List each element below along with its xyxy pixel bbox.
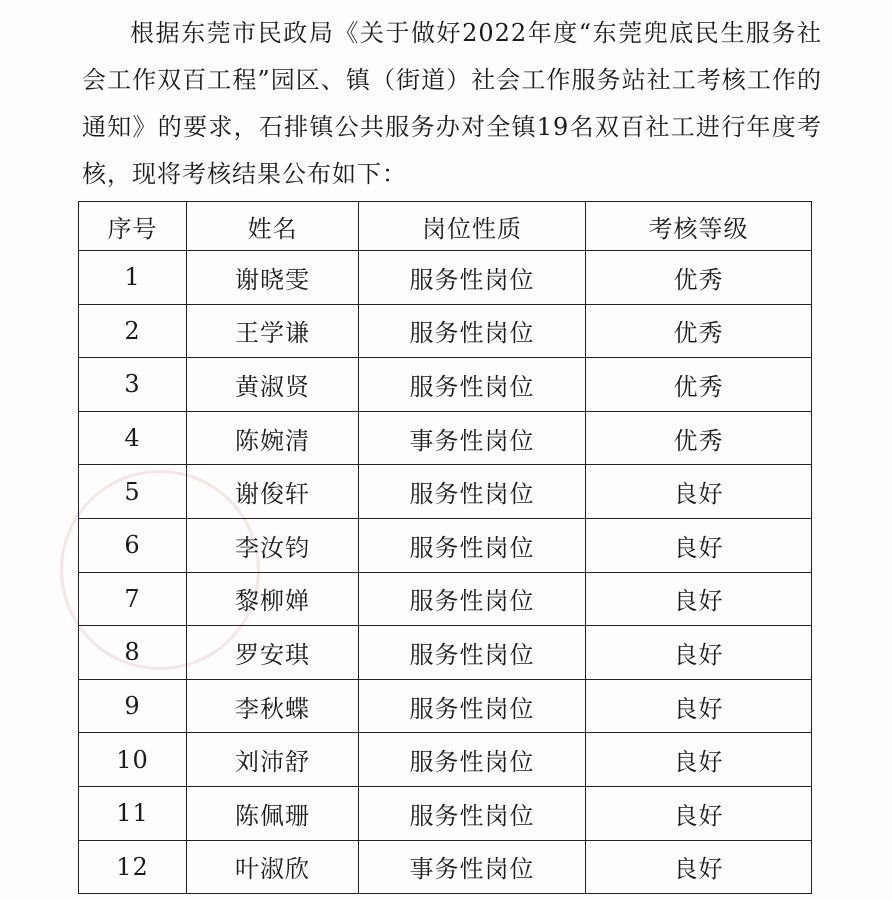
cell-post: 事务性岗位 <box>359 411 586 465</box>
cell-grade: 优秀 <box>586 358 812 412</box>
assessment-results-table <box>78 201 812 894</box>
table-row <box>79 786 812 840</box>
header-index: 序号 <box>79 202 187 251</box>
cell-post: 服务性岗位 <box>359 251 586 305</box>
intro-section <box>82 10 822 198</box>
cell-name: 叶淑欣 <box>187 840 359 894</box>
cell-name: 罗安琪 <box>187 626 359 680</box>
table-row <box>79 304 812 358</box>
table-row <box>79 465 812 519</box>
table-header-row <box>79 202 812 251</box>
cell-name: 黄淑贤 <box>187 358 359 412</box>
cell-index: 11 <box>79 786 187 840</box>
cell-grade: 良好 <box>586 518 812 572</box>
cell-grade: 良好 <box>586 572 812 626</box>
cell-post: 服务性岗位 <box>359 304 586 358</box>
cell-index: 4 <box>79 411 187 465</box>
cell-post: 服务性岗位 <box>359 518 586 572</box>
cell-name: 刘沛舒 <box>187 733 359 787</box>
cell-index: 9 <box>79 679 187 733</box>
cell-post: 服务性岗位 <box>359 358 586 412</box>
cell-grade: 良好 <box>586 465 812 519</box>
table-row <box>79 840 812 894</box>
cell-grade: 良好 <box>586 733 812 787</box>
cell-grade: 良好 <box>586 626 812 680</box>
cell-post: 服务性岗位 <box>359 465 586 519</box>
cell-index: 5 <box>79 465 187 519</box>
cell-grade: 优秀 <box>586 251 812 305</box>
table-row <box>79 518 812 572</box>
header-grade: 考核等级 <box>586 202 812 251</box>
cell-index: 1 <box>79 251 187 305</box>
cell-post: 服务性岗位 <box>359 572 586 626</box>
cell-name: 李秋蝶 <box>187 679 359 733</box>
cell-grade: 良好 <box>586 786 812 840</box>
cell-grade: 优秀 <box>586 304 812 358</box>
cell-index: 10 <box>79 733 187 787</box>
table-row <box>79 358 812 412</box>
cell-name: 谢晓雯 <box>187 251 359 305</box>
cell-index: 3 <box>79 358 187 412</box>
table-row <box>79 626 812 680</box>
cell-post: 服务性岗位 <box>359 733 586 787</box>
cell-name: 谢俊轩 <box>187 465 359 519</box>
cell-name: 王学谦 <box>187 304 359 358</box>
cell-post: 服务性岗位 <box>359 679 586 733</box>
cell-grade: 良好 <box>586 679 812 733</box>
cell-index: 2 <box>79 304 187 358</box>
cell-post: 服务性岗位 <box>359 786 586 840</box>
table-row <box>79 251 812 305</box>
cell-post: 服务性岗位 <box>359 626 586 680</box>
table-row <box>79 733 812 787</box>
cell-name: 陈婉清 <box>187 411 359 465</box>
cell-name: 李汝钧 <box>187 518 359 572</box>
cell-index: 7 <box>79 572 187 626</box>
header-name: 姓名 <box>187 202 359 251</box>
cell-name: 陈佩珊 <box>187 786 359 840</box>
table-row <box>79 572 812 626</box>
table-row <box>79 679 812 733</box>
table-row <box>79 411 812 465</box>
cell-index: 12 <box>79 840 187 894</box>
cell-grade: 优秀 <box>586 411 812 465</box>
cell-post: 事务性岗位 <box>359 840 586 894</box>
header-post: 岗位性质 <box>359 202 586 251</box>
cell-grade: 良好 <box>586 840 812 894</box>
cell-index: 6 <box>79 518 187 572</box>
intro-paragraph: 根据东莞市民政局《关于做好2022年度“东莞兜底民生服务社会工作双百工程”园区、镇（街道）社会工作服务站社工考核工作的通知》的要求，石排镇公共服务办对全镇19名双百社工进行年度考核，现将考核结果公布如下： <box>82 19 822 188</box>
cell-name: 黎柳婵 <box>187 572 359 626</box>
cell-index: 8 <box>79 626 187 680</box>
